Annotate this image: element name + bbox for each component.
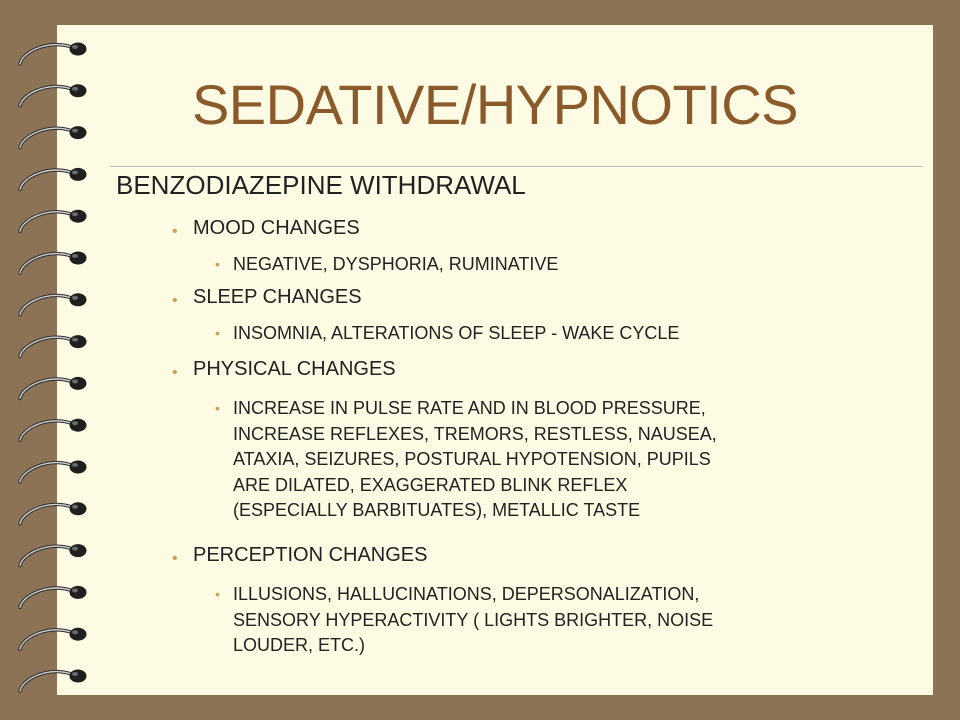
bullet-icon: • bbox=[172, 364, 178, 381]
bullet-icon: • bbox=[215, 325, 220, 341]
bullet-icon: • bbox=[172, 223, 178, 240]
detail-line: ARE DILATED, EXAGGERATED BLINK REFLEX bbox=[233, 474, 628, 495]
bullet-icon: • bbox=[172, 550, 178, 567]
bullet-icon: • bbox=[215, 400, 220, 416]
detail-line: INCREASE REFLEXES, TREMORS, RESTLESS, NAUSEA, bbox=[233, 423, 717, 444]
bullet-icon: • bbox=[215, 586, 220, 602]
detail-line: SENSORY HYPERACTIVITY ( LIGHTS BRIGHTER, NOISE bbox=[233, 609, 714, 630]
item-sleep-changes: SLEEP CHANGES bbox=[193, 286, 362, 308]
detail-mood-changes: NEGATIVE, DYSPHORIA, RUMINATIVE bbox=[233, 254, 559, 274]
slide-title: SEDATIVE/HYPNOTICS bbox=[191, 73, 799, 136]
bullet-icon: • bbox=[172, 292, 178, 309]
item-perception-changes: PERCEPTION CHANGES bbox=[193, 544, 428, 566]
item-physical-changes: PHYSICAL CHANGES bbox=[193, 358, 396, 380]
section-heading: BENZODIAZEPINE WITHDRAWAL bbox=[116, 170, 526, 200]
detail-line: (ESPECIALLY BARBITUATES), METALLIC TASTE bbox=[233, 500, 641, 520]
item-mood-changes: MOOD CHANGES bbox=[193, 217, 360, 239]
bullet-icon: • bbox=[215, 256, 220, 272]
detail-line: LOUDER, ETC.) bbox=[233, 635, 366, 655]
detail-physical-changes bbox=[233, 396, 893, 524]
detail-line: INCREASE IN PULSE RATE AND IN BLOOD PRESSURE, bbox=[233, 398, 706, 418]
detail-sleep-changes: INSOMNIA, ALTERATIONS OF SLEEP - WAKE CYCLE bbox=[233, 323, 680, 343]
detail-perception-changes bbox=[233, 582, 893, 659]
detail-line: ATAXIA, SEIZURES, POSTURAL HYPOTENSION, PUPILS bbox=[233, 449, 711, 469]
detail-line: ILLUSIONS, HALLUCINATIONS, DEPERSONALIZATION, bbox=[233, 584, 700, 604]
